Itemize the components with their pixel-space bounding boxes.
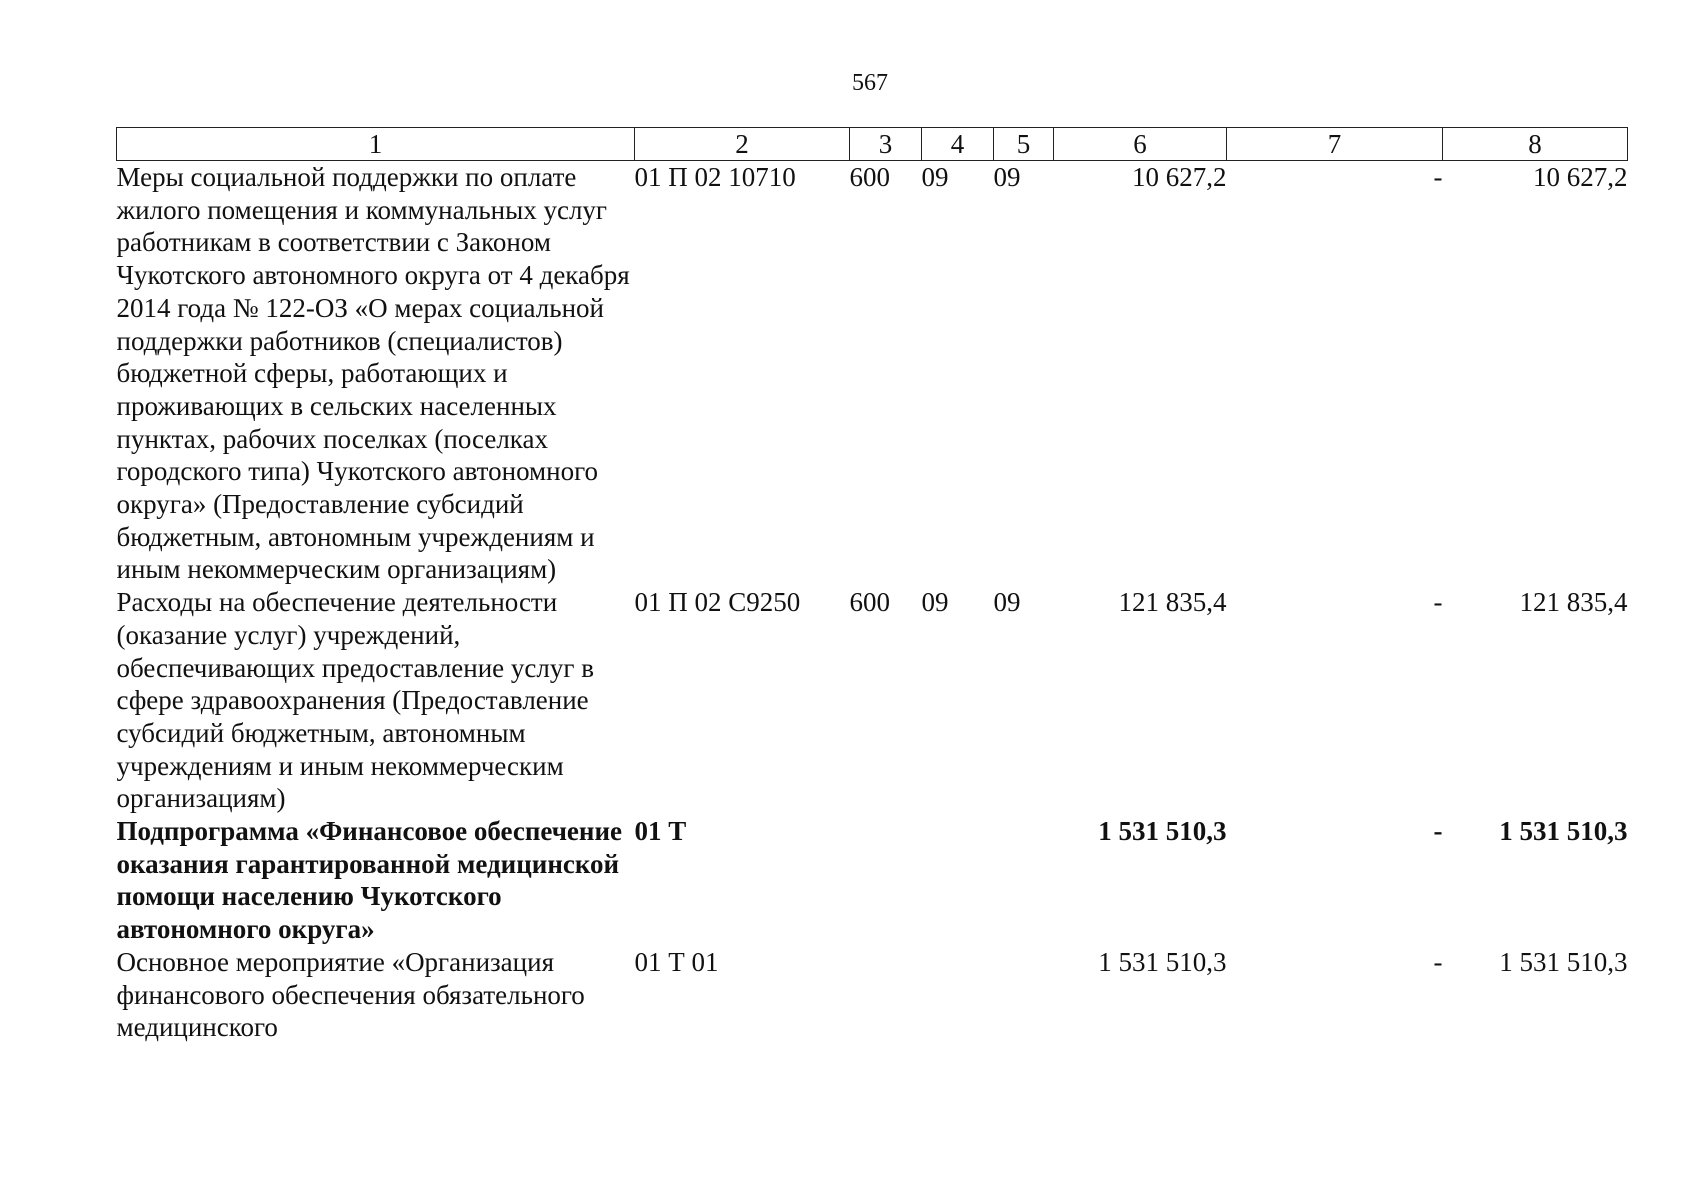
row-col6: 1 531 510,3 bbox=[1098, 946, 1227, 977]
column-number-3: 3 bbox=[850, 128, 922, 161]
row-col5: 09 bbox=[993, 162, 1021, 192]
row-col7: - bbox=[1433, 162, 1443, 192]
row-col6: 10 627,2 bbox=[1132, 162, 1227, 192]
column-number-7: 7 bbox=[1227, 128, 1443, 161]
row-col6: 1 531 510,3 bbox=[1098, 816, 1227, 847]
header-row bbox=[117, 128, 1628, 161]
column-number-5: 5 bbox=[994, 128, 1054, 161]
row-col7: - bbox=[1433, 816, 1443, 847]
row-col8: 10 627,2 bbox=[1533, 162, 1628, 192]
row-col5: 09 bbox=[993, 587, 1021, 618]
row-code: 01 Т bbox=[634, 816, 687, 847]
row-col3 bbox=[850, 815, 922, 946]
row-description: Меры социальной поддержки по оплате жилого помещения и коммунальных услуг работникам в соответствии с Законом Чукотского автономного округа от 4 декабря 2014 года № 122-ОЗ «О мерах социальной поддержки работников (специалистов) бюджетной сферы, работающих и проживающих в сельских населенных пунктах, рабочих поселках (поселках городского типа) Чукотского автономного округа» (Предоставление субсидий бюджетным, автономным учреждениям и иным некоммерческим организациям) bbox=[116, 162, 630, 585]
row-description: Основное мероприятие «Организация финансового обеспечения обязательного медицинского bbox=[116, 946, 585, 1043]
column-number-8: 8 bbox=[1443, 128, 1628, 161]
budget-table bbox=[116, 127, 1628, 1044]
row-col8: 121 835,4 bbox=[1519, 587, 1628, 618]
row-col3: 600 bbox=[849, 587, 890, 618]
row-col5 bbox=[994, 815, 1054, 946]
column-number-6: 6 bbox=[1054, 128, 1227, 161]
row-col4 bbox=[922, 946, 994, 1044]
table-row bbox=[117, 161, 1628, 587]
column-number-2: 2 bbox=[635, 128, 850, 161]
row-col7: - bbox=[1433, 587, 1443, 618]
row-code: 01 Т 01 bbox=[634, 946, 719, 977]
column-number-1: 1 bbox=[117, 128, 635, 161]
column-number-4: 4 bbox=[922, 128, 994, 161]
row-col4: 09 bbox=[921, 162, 949, 192]
row-col8: 1 531 510,3 bbox=[1499, 816, 1628, 847]
row-col7: - bbox=[1433, 946, 1443, 977]
row-code: 01 П 02 10710 bbox=[634, 162, 796, 192]
table-row bbox=[117, 586, 1628, 815]
page-number: 567 bbox=[852, 70, 888, 96]
table-row-subprogram bbox=[117, 815, 1628, 946]
row-description: Расходы на обеспечение деятельности (оказание услуг) учреждений, обеспечивающих предоставление услуг в сфере здравоохранения (Предоставление субсидий бюджетным, автономным учреждениям и иным некоммерческим организациям) bbox=[116, 587, 594, 814]
row-description: Подпрограмма «Финансовое обеспечение оказания гарантированной медицинской помощи населению Чукотского автономного округа» bbox=[116, 816, 622, 945]
row-col6: 121 835,4 bbox=[1118, 587, 1227, 618]
row-col4: 09 bbox=[921, 587, 949, 618]
row-col5 bbox=[994, 946, 1054, 1044]
row-col4 bbox=[922, 815, 994, 946]
row-code: 01 П 02 С9250 bbox=[634, 587, 801, 618]
row-col8: 1 531 510,3 bbox=[1499, 946, 1628, 977]
row-col3 bbox=[850, 946, 922, 1044]
table-row bbox=[117, 946, 1628, 1044]
row-col3: 600 bbox=[849, 162, 890, 192]
